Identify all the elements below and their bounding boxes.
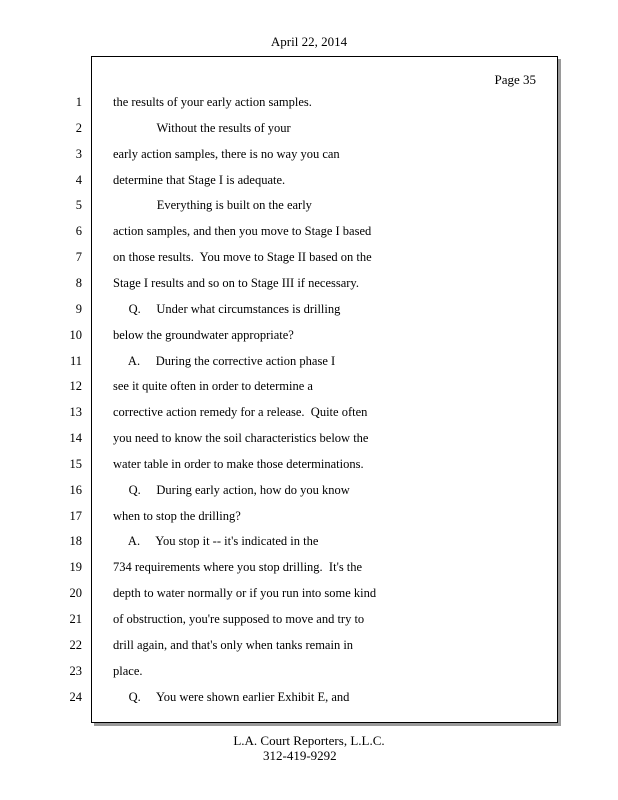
transcript-date: April 22, 2014 [270,34,348,49]
line-number: 7 [75,250,82,265]
transcript-line [0,636,618,654]
line-number: 12 [69,379,82,394]
line-number: 18 [69,534,82,549]
transcript-line [0,196,618,214]
line-text: Without the results of your [113,120,291,135]
line-text: 734 requirements where you stop drilling. It's the [113,560,363,575]
line-number: 4 [75,172,82,187]
line-number: 20 [69,586,82,601]
transcript-line [0,377,618,395]
transcript-line [0,429,618,447]
transcript-line [0,145,618,163]
transcript-line [0,558,618,576]
line-number: 24 [69,689,82,704]
line-number: 2 [75,120,82,135]
line-text: Q. You were shown earlier Exhibit E, and [113,689,350,704]
line-text: action samples, and then you move to Stage I based [113,224,372,239]
line-text: early action samples, there is no way you can [113,146,340,161]
line-number: 8 [75,275,82,290]
line-number: 5 [75,198,82,213]
transcript-line [0,171,618,189]
line-number: 13 [69,405,82,420]
line-number: 10 [69,327,82,342]
line-number: 16 [69,482,82,497]
line-number: 1 [75,95,82,109]
transcript-line [0,403,618,421]
line-number: 23 [69,663,82,678]
footer-phone: 312-419-9292 [263,748,337,763]
line-text: corrective action remedy for a release. Quite often [113,405,368,420]
line-text: when to stop the drilling? [113,508,241,523]
line-text: Q. Under what circumstances is drilling [113,301,341,316]
transcript-line [0,93,618,111]
line-text: place. [113,663,143,678]
line-text: Q. During early action, how do you know [113,482,350,497]
transcript-line [0,584,618,602]
line-text: the results of your early action samples. [113,95,312,109]
transcript-line [0,222,618,240]
transcript-line [0,248,618,266]
line-text: below the groundwater appropriate? [113,327,294,342]
transcript-line [0,688,618,706]
line-number: 3 [75,146,82,161]
transcript-line [0,119,618,137]
line-number: 22 [69,637,82,652]
transcript-line [0,274,618,292]
line-text: see it quite often in order to determine a [113,379,313,394]
line-number: 14 [69,431,82,446]
transcript-line [0,455,618,473]
line-text: A. During the corrective action phase I [113,353,336,368]
line-text: depth to water normally or if you run into some kind [113,586,377,601]
footer-company: L.A. Court Reporters, L.L.C. [233,733,385,748]
transcript-line [0,352,618,370]
line-number: 19 [69,560,82,575]
line-text: A. You stop it -- it's indicated in the [113,534,319,549]
line-text: of obstruction, you're supposed to move and try to [113,612,365,626]
line-number: 15 [69,456,82,471]
line-number: 11 [69,353,82,368]
transcript-line [0,507,618,525]
page-number: Page 35 [494,72,536,87]
line-text: you need to know the soil characteristics below the [113,431,369,446]
transcript-line [0,481,618,499]
line-number: 17 [69,508,82,523]
line-text: determine that Stage I is adequate. [113,172,286,187]
line-text: on those results. You move to Stage II based on the [113,250,372,265]
transcript-line [0,610,618,628]
line-text: drill again, and that's only when tanks remain in [113,637,354,652]
line-text: Everything is built on the early [113,198,312,213]
line-text: Stage I results and so on to Stage III if necessary. [113,275,359,290]
transcript-line [0,326,618,344]
line-number: 21 [69,612,82,626]
line-text: water table in order to make those determinations. [113,456,364,471]
line-number: 6 [75,224,82,239]
transcript-line [0,662,618,680]
line-number: 9 [75,301,82,316]
transcript-line [0,300,618,318]
transcript-line [0,532,618,550]
